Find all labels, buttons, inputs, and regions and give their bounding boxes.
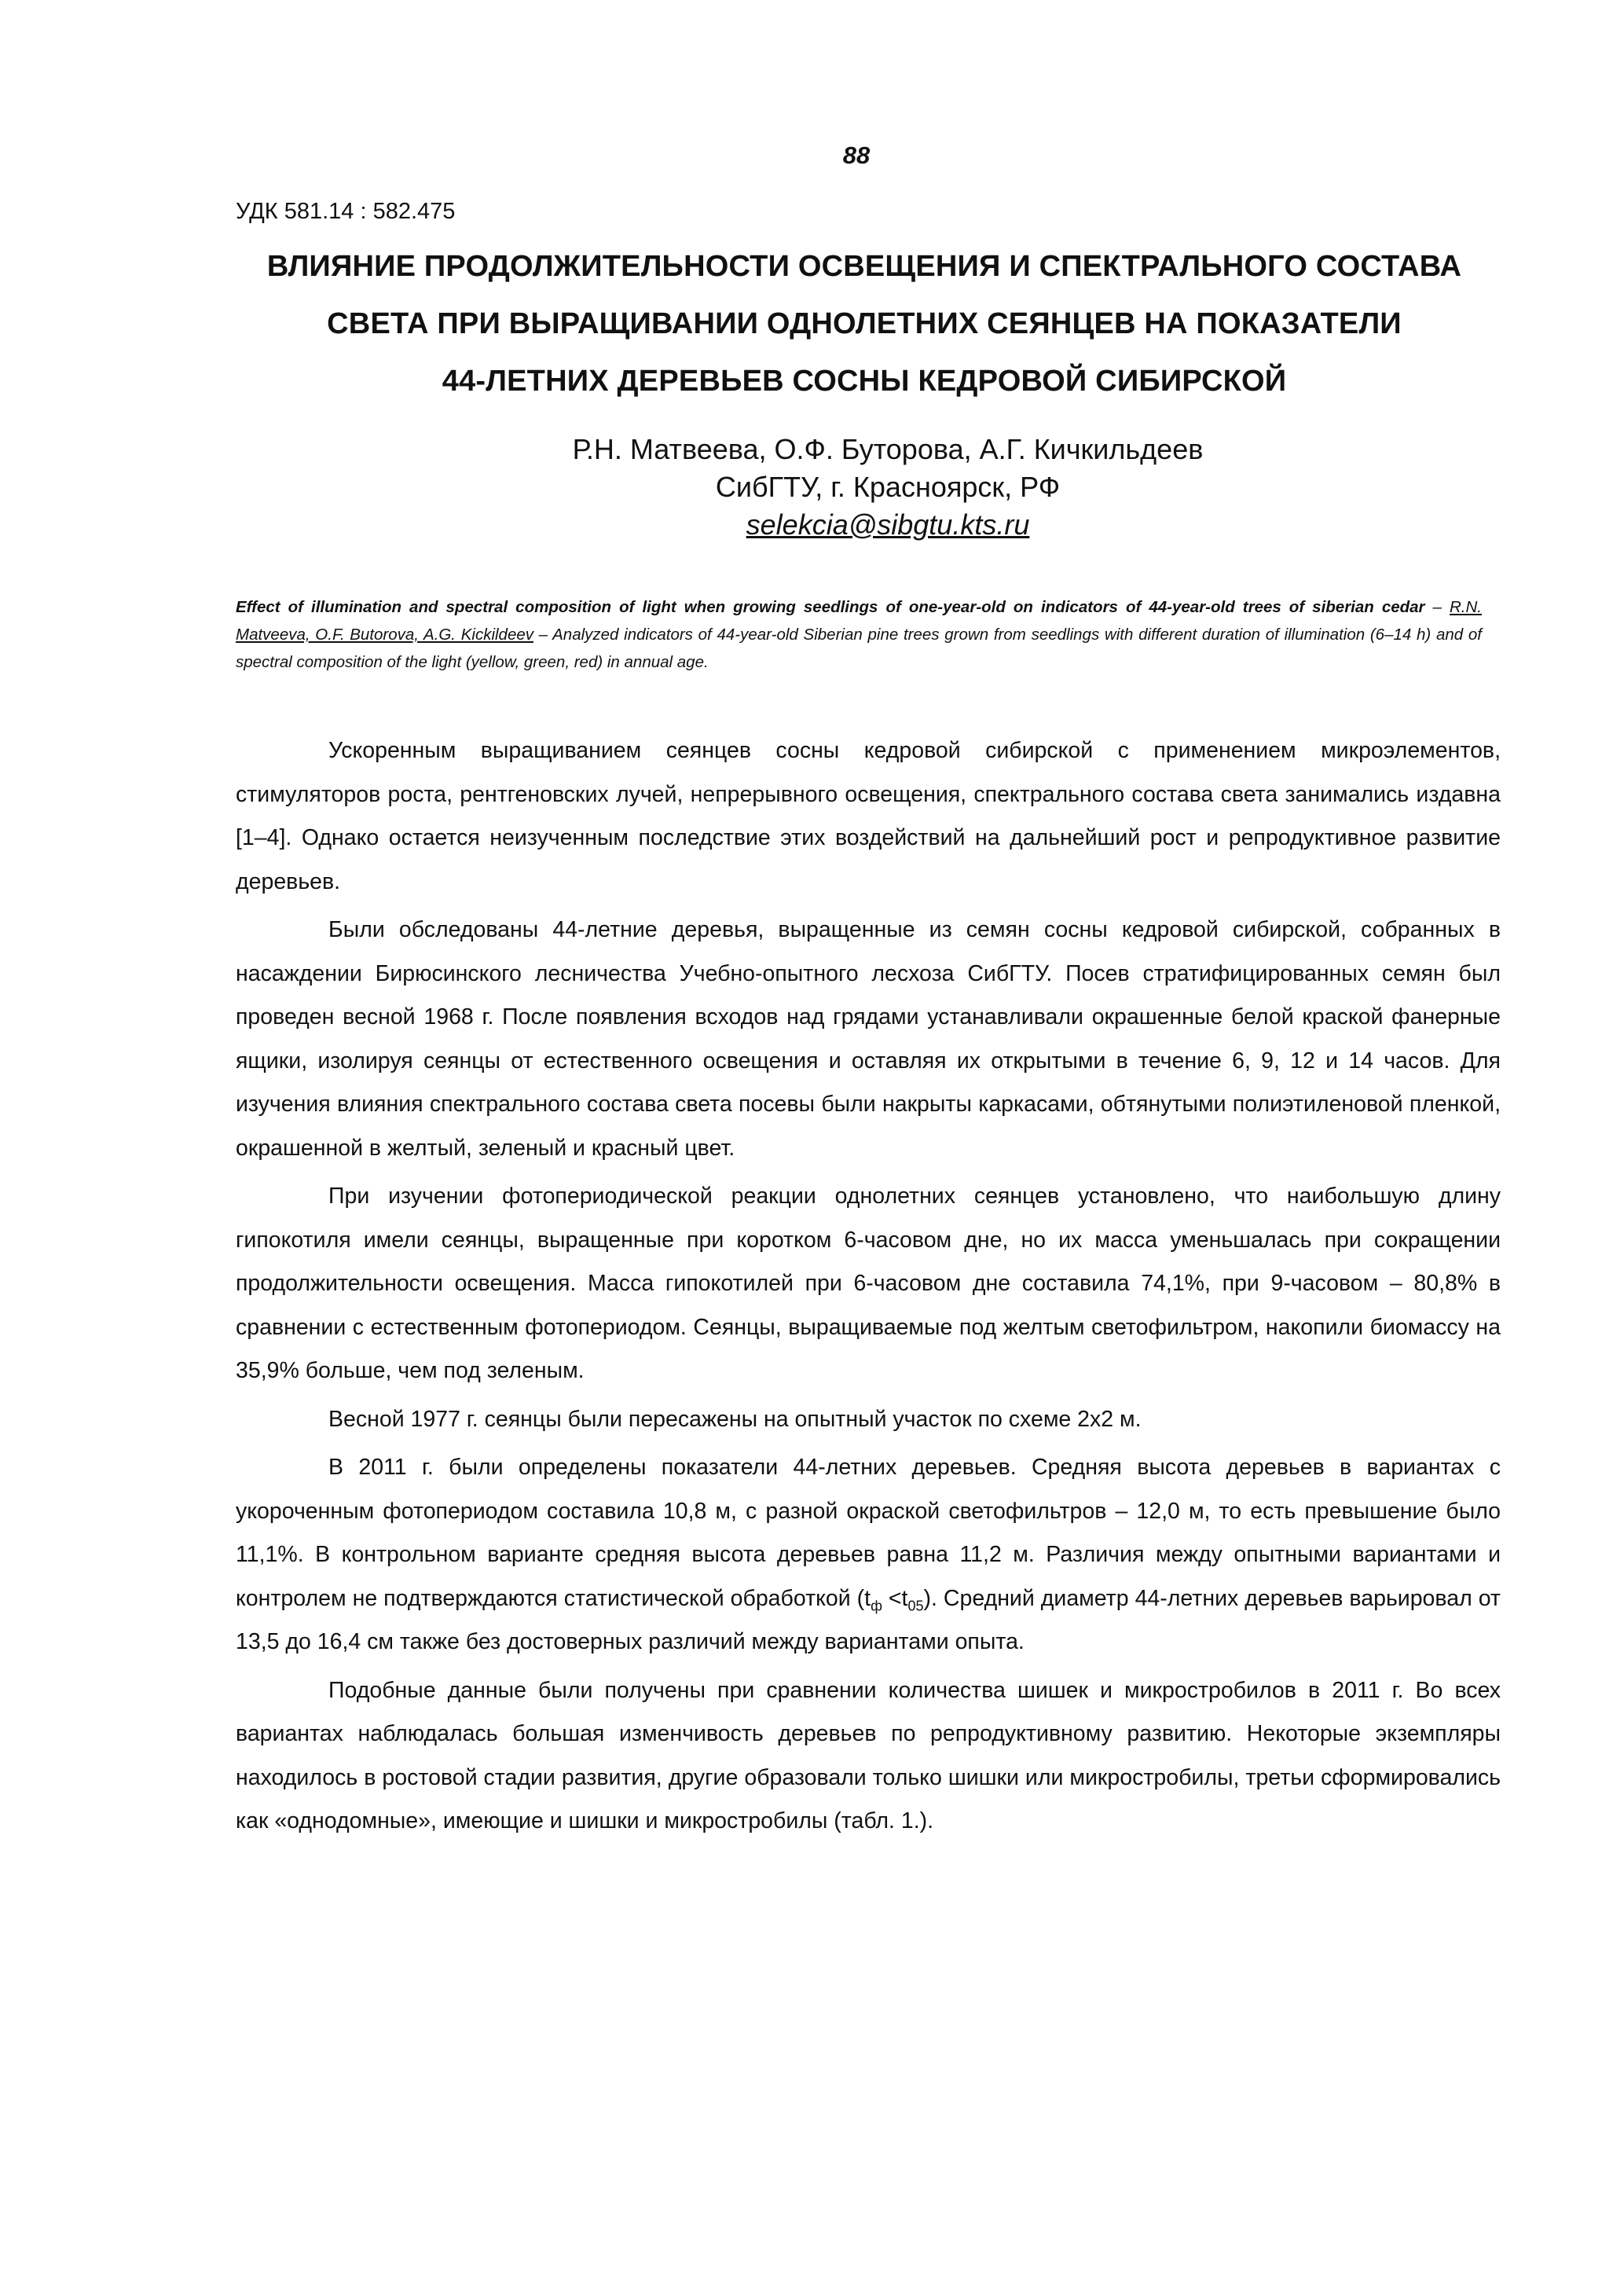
paragraph-5-part-b: <t bbox=[882, 1585, 908, 1611]
abstract bbox=[236, 593, 1482, 676]
paragraph-5-part-c: ). Средний диаметр 44-летних деревьев варьировал от 13,5 до 16,4 см также без достоверных различий между вариантами опыта. bbox=[236, 1585, 1501, 1654]
author-block bbox=[464, 431, 1312, 544]
paragraph-5-part-a: В 2011 г. были определены показатели 44-летних деревьев. Средняя высота деревьев в вариантах с укороченным фотопериодом составила 10,8 м, с разной окраской светофильтров – 12,0 м, то есть превышение было 11,1%. В контрольном варианте средняя высота деревьев равна 11,2 м. Различия между опытными вариантами и контролем не подтверждаются статистической обработкой (t bbox=[236, 1455, 1501, 1611]
paragraph-3: При изучении фотопериодической реакции однолетних сеянцев установлено, что наибольшую длину гипокотиля имели сеянцы, выращенные при коротком 6-часовом дне, но их масса уменьшалась при сокращении продолжительности освещения. Масса гипокотилей при 6-часовом дне составила 74,1%, при 9-часовом – 80,8% в сравнении с естественным фотопериодом. Сеянцы, выращиваемые под желтым светофильтром, накопили биомассу на 35,9% больше, чем под зеленым. bbox=[236, 1184, 1501, 1383]
abstract-text: – Analyzed indicators of 44-year-old Siberian pine trees grown from seedlings with different duration of illumination (6–14 h) and of spectral composition of the light (yellow, green, red) in annual age. bbox=[236, 626, 1483, 671]
article-body bbox=[236, 729, 1501, 1848]
article-title bbox=[236, 238, 1493, 410]
udc-code: УДК 581.14 : 582.475 bbox=[236, 199, 456, 224]
abstract-authors: R.N. Matveeva, O.F. Butorova, A.G. Kickildeev bbox=[236, 598, 1482, 644]
author-names: Р.Н. Матвеева, О.Ф. Буторова, А.Г. Кичкильдеев bbox=[572, 433, 1204, 465]
title-line-1: ВЛИЯНИЕ ПРОДОЛЖИТЕЛЬНОСТИ ОСВЕЩЕНИЯ И СПЕКТРАЛЬНОГО СОСТАВА bbox=[266, 250, 1462, 283]
title-line-3: 44-ЛЕТНИХ ДЕРЕВЬЕВ СОСНЫ КЕДРОВОЙ СИБИРСКОЙ bbox=[442, 365, 1287, 398]
affiliation: СибГТУ, г. Красноярск, РФ bbox=[715, 471, 1061, 503]
title-line-2: СВЕТА ПРИ ВЫРАЩИВАНИИ ОДНОЛЕТНИХ СЕЯНЦЕВ НА ПОКАЗАТЕЛИ bbox=[327, 307, 1402, 340]
page-number: 88 bbox=[842, 141, 871, 169]
subscript-05: 05 bbox=[907, 1598, 924, 1614]
paragraph-4: Весной 1977 г. сеянцы были пересажены на опытный участок по схеме 2х2 м. bbox=[328, 1406, 1142, 1432]
paragraph-5 bbox=[236, 1446, 1501, 1665]
subscript-f: ф bbox=[871, 1598, 882, 1614]
abstract-dash: – bbox=[1424, 598, 1450, 616]
paragraph-6: Подобные данные были получены при сравнении количества шишек и микростробилов в 2011 г. Во всех вариантах наблюдалась большая изменчивость деревьев по репродуктивному развитию. Некоторые экземпляры находилось в ростовой стадии развития, другие образовали только шишки или микростробилы, третьи сформировались как «однодомные», имеющие и шишки и микростробилы (табл. 1.). bbox=[236, 1677, 1501, 1833]
paragraph-1: Ускоренным выращиванием сеянцев сосны кедровой сибирской с применением микроэлементов, стимуляторов роста, рентгеновских лучей, непрерывного освещения, спектрального состава света занимались издавна [1–4]. Однако остается неизученным последствие этих воздействий на дальнейший рост и репродуктивное развитие деревьев. bbox=[236, 738, 1501, 894]
author-email[interactable]: selekcia@sibgtu.kts.ru bbox=[746, 508, 1030, 541]
abstract-title: Effect of illumination and spectral composition of light when growing seedlings of one-year-old on indicators of 44-year-old trees of siberian cedar bbox=[236, 598, 1425, 616]
paragraph-2: Были обследованы 44-летние деревья, выращенные из семян сосны кедровой сибирской, собранных в насаждении Бирюсинского лесничества Учебно-опытного лесхоза СибГТУ. Посев стратифицированных семян был проведен весной 1968 г. После появления всходов над грядами устанавливали окрашенные белой краской фанерные ящики, изолируя сеянцы от естественного освещения и оставляя их открытыми в течение 6, 9, 12 и 14 часов. Для изучения влияния спектрального состава света посевы были накрыты каркасами, обтянутыми полиэтиленовой пленкой, окрашенной в желтый, зеленый и красный цвет. bbox=[236, 917, 1501, 1161]
